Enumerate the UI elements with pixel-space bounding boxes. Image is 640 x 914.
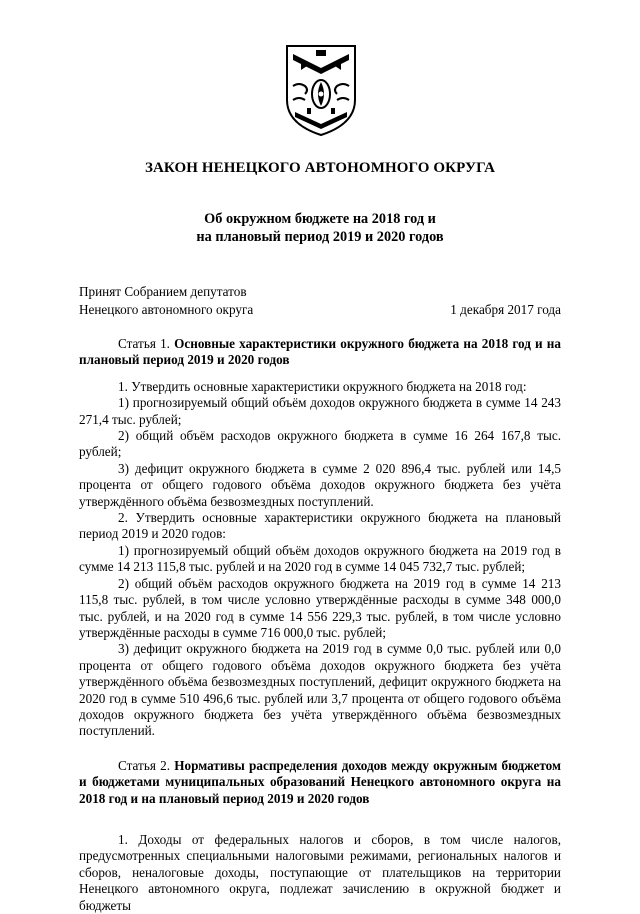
section-gap (79, 817, 561, 832)
law-body (79, 336, 561, 914)
article-1-paragraph: 3) дефицит окружного бюджета на 2019 год в сумме 0,0 тыс. рублей или 0,0 процента от общего годового объёма доходов окружного бюджета без учёта утверждённого объёма безвозмездных поступлений, дефицит окружного бюджета на 2020 год в сумме 510 496,6 тыс. рублей или 3,7 процента от общего годового объёма доходов окружного бюджета без учёта утверждённого объёма безвозмездных поступлений. (79, 641, 561, 739)
article-2-paragraph: 1. Доходы от федеральных налогов и сборов, в том числе налогов, предусмотренных специальными налоговыми режимами, региональных налогов и сборов, неналоговые доходы, поступающие от плательщиков на территории Ненецкого автономного округа, подлежат зачислению в окружной бюджет и бюджеты (79, 831, 561, 913)
article-1-paragraph: 3) дефицит окружного бюджета в сумме 2 020 896,4 тыс. рублей или 14,5 процента от общего годового объёма доходов окружного бюджета без учёта утверждённого объёма безвозмездных поступлений. (79, 460, 561, 509)
law-title: ЗАКОН НЕНЕЦКОГО АВТОНОМНОГО ОКРУГА (144, 160, 496, 176)
adopted-by-line: Принят Собранием депутатов (79, 284, 247, 299)
article-1-paragraph: 1) прогнозируемый общий объём доходов окружного бюджета в сумме 14 243 271,4 тыс. рублей; (79, 395, 561, 427)
adoption-date: 1 декабря 2017 года (450, 302, 561, 317)
section-gap (79, 740, 561, 758)
subtitle-line-2: на плановый период 2019 и 2020 годов (196, 229, 444, 245)
article-2-heading (79, 758, 561, 807)
article-1-title: Основные характеристики окружного бюджета на 2018 год и на плановый период 2019 и 2020 годов (79, 336, 561, 368)
article-1-heading (79, 336, 561, 369)
article-2-title: Нормативы распределения доходов между окружным бюджетом и бюджетами муниципальных образований Ненецкого автономного округа на 2018 год и на плановый период 2019 и 2020 годов (79, 757, 562, 806)
coat-of-arms-icon (283, 42, 359, 138)
subtitle-line-1: Об окружном бюджете на 2018 год и (204, 211, 436, 227)
law-subtitle (0, 210, 640, 246)
article-1-paragraph: 2) общий объём расходов окружного бюджета на 2019 год в сумме 14 213 115,8 тыс. рублей, в том числе условно утверждённые расходы в сумме 348 000,0 тыс. рублей, и на 2020 год в сумме 14 556 229,3 тыс. рублей, в том числе условно утверждённые расходы в сумме 716 000,0 тыс. рублей; (79, 575, 561, 640)
article-1-paragraph: 2) общий объём расходов окружного бюджета в сумме 16 264 167,8 тыс. рублей; (79, 428, 561, 460)
article-2-label: Статья 2. (118, 757, 170, 773)
article-1-paragraph: 2. Утвердить основные характеристики окружного бюджета на плановый период 2019 и 2020 годов: (79, 510, 561, 542)
adoption-block (79, 283, 561, 319)
adopted-body: Ненецкого автономного округа (79, 302, 254, 317)
article-1-paragraph: 1. Утвердить основные характеристики окружного бюджета на 2018 год: (118, 378, 527, 394)
article-1-label: Статья 1. (118, 336, 170, 351)
article-1-paragraph: 1) прогнозируемый общий объём доходов окружного бюджета на 2019 год в сумме 14 213 115,8 тыс. рублей и на 2020 год в сумме 14 045 732,7 тыс. рублей; (79, 542, 561, 575)
